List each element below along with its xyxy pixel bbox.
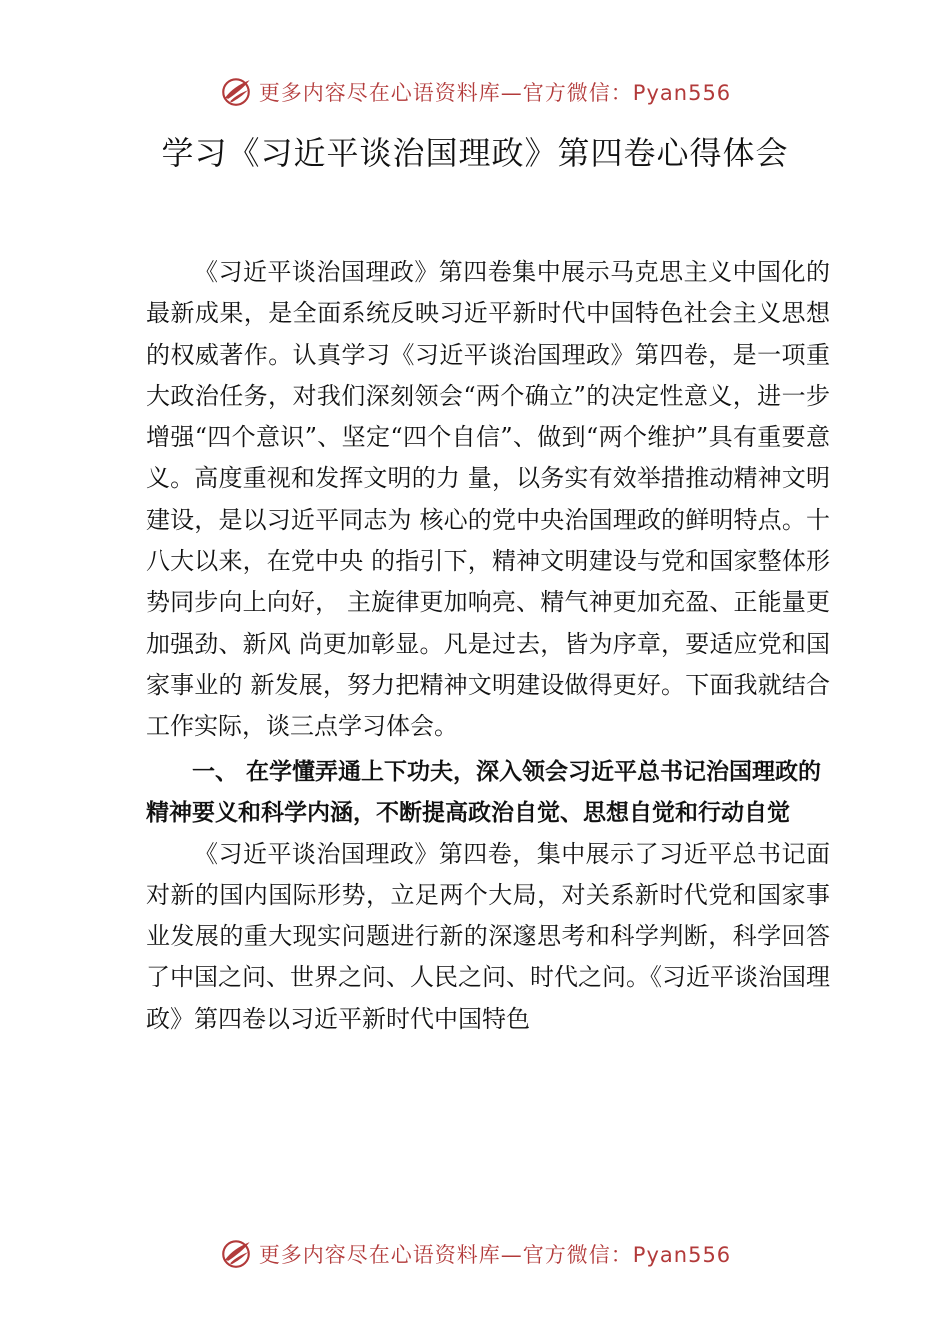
- document-title: 学习《习近平谈治国理政》第四卷心得体会: [161, 134, 789, 172]
- header-banner: [0, 70, 950, 114]
- banner-text: 更多内容尽在心语资料库—官方微信：Pyan556: [258, 81, 732, 105]
- circular-wing-logo-icon: [219, 1237, 253, 1271]
- section-heading-1: 一、 在学懂弄通上下功夫，深入领会习近平总书记治国理政的精神要义和科学内涵，不断提高政治自觉、思想自觉和行动自觉: [146, 758, 822, 826]
- body-paragraph-2: 《习近平谈治国理政》第四卷，集中展示了习近平总书记面对新的国内国际形势，立足两个大局，对关系新时代党和国家事业发展的重大现实问题进行新的深邃思考和科学判断，科学回答了中国之问、世界之问、人民之问、时代之问。《习近平谈治国理政》第四卷以习近平新时代中国特色: [146, 839, 830, 1033]
- banner-text: 更多内容尽在心语资料库—官方微信：Pyan556: [258, 1243, 732, 1267]
- circular-wing-logo-icon: [219, 75, 253, 109]
- footer-banner: [0, 1232, 950, 1276]
- body-paragraph-1: 《习近平谈治国理政》第四卷集中展示马克思主义中国化的最新成果，是全面系统反映习近平新时代中国特色社会主义思想的权威著作。认真学习《习近平谈治国理政》第四卷，是一项重大政治任务，对我们深刻领会“两个确立”的决定性意义，进一步增强“四个意识”、坚定“四个自信”、做到“两个维护”具有重要意义。高度重视和发挥文明的力 量，以务实有效举措推动精神文明建设，是以习近平同志为 核心的党中央治国理政的鲜明特点。十八大以来，在党中央 的指引下，精神文明建设与党和国家整体形势同步向上向好， 主旋律更加响亮、精气神更加充盈、正能量更加强劲、新风 尚更加彰显。凡是过去，皆为序章，要适应党和国家事业的 新发展，努力把精神文明建设做得更好。下面我就结合工作实际，谈三点学习体会。: [146, 258, 830, 741]
- document-body: [146, 252, 830, 1040]
